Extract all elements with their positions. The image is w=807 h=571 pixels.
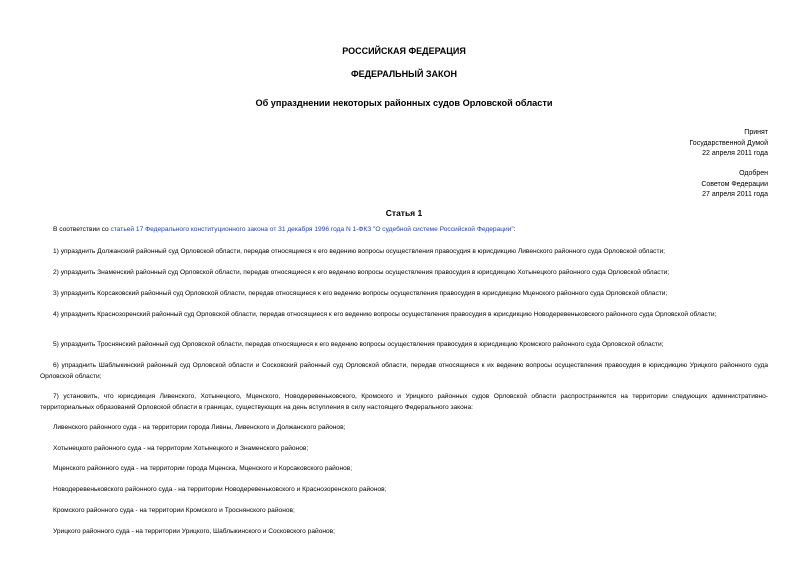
jurisdiction-item: Новодеревеньковского районного суда - на территории Новодеревеньковского и Краснозоренского районов;: [53, 486, 387, 493]
approved-body: Советом Федерации: [701, 180, 768, 188]
country-heading: РОССИЙСКАЯ ФЕДЕРАЦИЯ: [342, 46, 466, 56]
article-17-link[interactable]: статьей 17: [110, 226, 144, 233]
intro-prefix: В соответствии со: [53, 226, 111, 233]
adopted-label: Принят: [744, 129, 768, 136]
law-title: Об упразднении некоторых районных судов Орловской области: [255, 98, 553, 108]
article-item: 3) упразднить Корсаковский районный суд Орловской области, передав относящиеся к его ведению вопросы осуществления правосудия в юрисдикцию Мценского районного суда Орловской области;: [53, 290, 668, 297]
approved-label: Одобрен: [739, 170, 768, 177]
approved-date: 27 апреля 2011 года: [702, 191, 768, 198]
article-item: 5) упразднить Троснянский районный суд Орловской области, передав относящиеся к его ведению вопросы осуществления правосудия в юрисдикцию Кромского районного суда Орловской области;: [53, 341, 664, 348]
adopted-date: 22 апреля 2011 года: [702, 150, 768, 157]
jurisdiction-item: Хотынецкого районного суда - на территории Хотынецкого и Знаменского районов;: [53, 445, 309, 452]
adopted-body: Государственной Думой: [689, 139, 768, 147]
jurisdiction-item: Урицкого районного суда - на территории Урицкого, Шаблыкинского и Сосковского районов;: [53, 528, 336, 535]
article-item: 7) установить, что юрисдикция Ливенского, Хотынецкого, Мценского, Новодеревеньковского, Кромского и Урицкого районных судов Орловской области распространяется на территории следующих административно-территориальных образований Орловской области в границах, существующих на день вступления в силу настоящего Федерального закона:: [40, 393, 768, 411]
article-item: 1) упразднить Должанский районный суд Орловской области, передав относящиеся к его ведению вопросы осуществления правосудия в юрисдикцию Ливенского районного суда Орловской области;: [53, 248, 665, 255]
jurisdiction-item: Кромского районного суда - на территории Кромского и Троснянского районов;: [53, 507, 295, 514]
intro-suffix: :: [513, 226, 516, 233]
article-item: 2) упразднить Знаменский районный суд Орловской области, передав относящиеся к его ведению вопросы осуществления правосудия в юрисдикцию Хотынецкого районного суда Орловской области;: [53, 269, 670, 276]
article-title: Статья 1: [385, 208, 423, 218]
adopted-block: [689, 128, 768, 160]
jurisdiction-item: Ливенского районного суда - на территории города Ливны, Ливенского и Должанского районов;: [53, 424, 346, 431]
article-item: 6) упразднить Шаблыкинский районный суд Орловской области и Сосковский районный суд Орловской области, передав относящиеся к их ведению вопросы осуществления правосудия в юрисдикцию Урицкого районного суда Орловской области;: [40, 362, 768, 380]
article-item: 4) упразднить Краснозоренский районный суд Орловской области, передав относящиеся к его ведению вопросы осуществления правосудия в юрисдикцию Новодеревеньковского районного суда Орловской области;: [53, 311, 717, 318]
approved-block: [701, 169, 768, 201]
constitutional-law-link[interactable]: Федерального конституционного закона от 31 декабря 1996 года N 1-ФКЗ "О судебной системе Российской Федерации": [143, 226, 514, 233]
jurisdiction-item: Мценского районного суда - на территории города Мценска, Мценского и Корсаковского районов;: [53, 465, 353, 472]
article-intro: [40, 225, 768, 236]
law-type-heading: ФЕДЕРАЛЬНЫЙ ЗАКОН: [350, 69, 458, 79]
